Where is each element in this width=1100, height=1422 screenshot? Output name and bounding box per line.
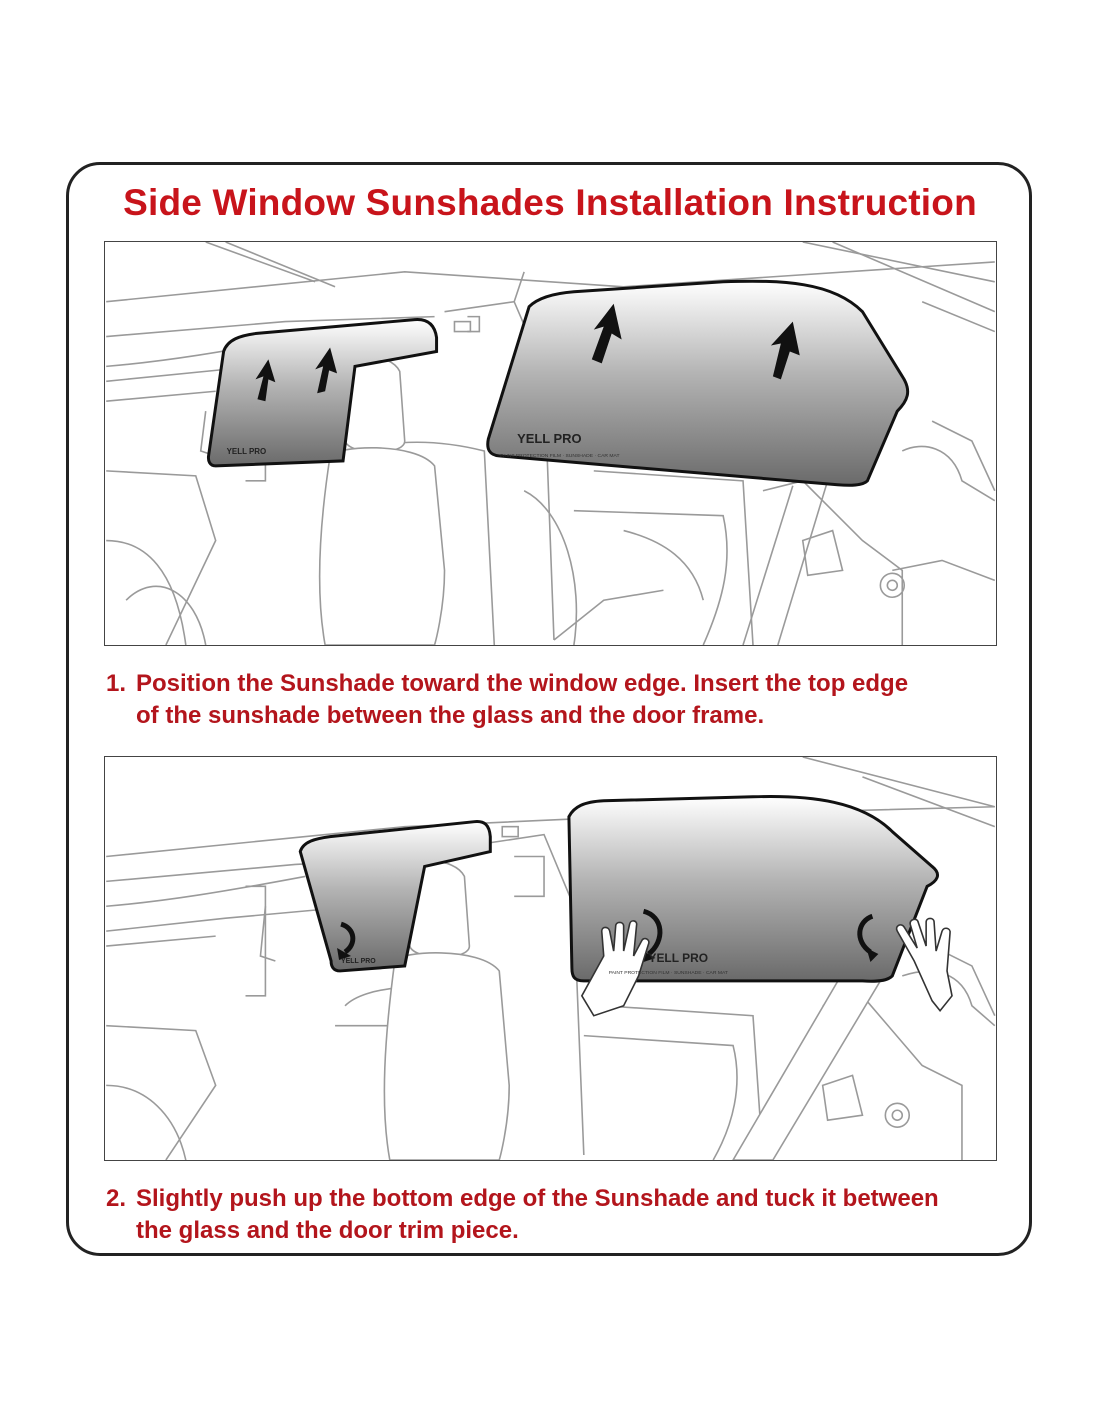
brand-logo-small: YELL PRO bbox=[226, 446, 267, 456]
step-1-illustration bbox=[104, 241, 997, 646]
page-title: Side Window Sunshades Installation Instruction bbox=[123, 182, 977, 223]
seat-belt-line-art bbox=[733, 956, 892, 1160]
step-2-text bbox=[106, 1183, 1006, 1247]
brand-logo-small: YELL PRO bbox=[341, 957, 376, 965]
step-2-illustration bbox=[104, 756, 997, 1161]
brand-logo: YELL PRO bbox=[517, 431, 582, 447]
step-line: of the sunshade between the glass and the door frame. bbox=[136, 702, 765, 729]
step-1-text bbox=[106, 668, 1006, 732]
step-line: the glass and the door trim piece. bbox=[136, 1217, 519, 1244]
brand-tagline: PAINT PROTECTION FILM · SUNSHADE · CAR MAT bbox=[608, 970, 728, 976]
brand-logo: YELL PRO bbox=[648, 950, 708, 965]
step-line: Slightly push up the bottom edge of the Sunshade and tuck it between bbox=[136, 1185, 939, 1212]
step-line: Position the Sunshade toward the window edge. Insert the top edge bbox=[136, 670, 909, 697]
step-number: 2. bbox=[106, 1185, 127, 1212]
brand-tagline: PAINT PROTECTION FILM · SUNSHADE · CAR MAT bbox=[500, 453, 620, 459]
step-number: 1. bbox=[106, 670, 127, 697]
